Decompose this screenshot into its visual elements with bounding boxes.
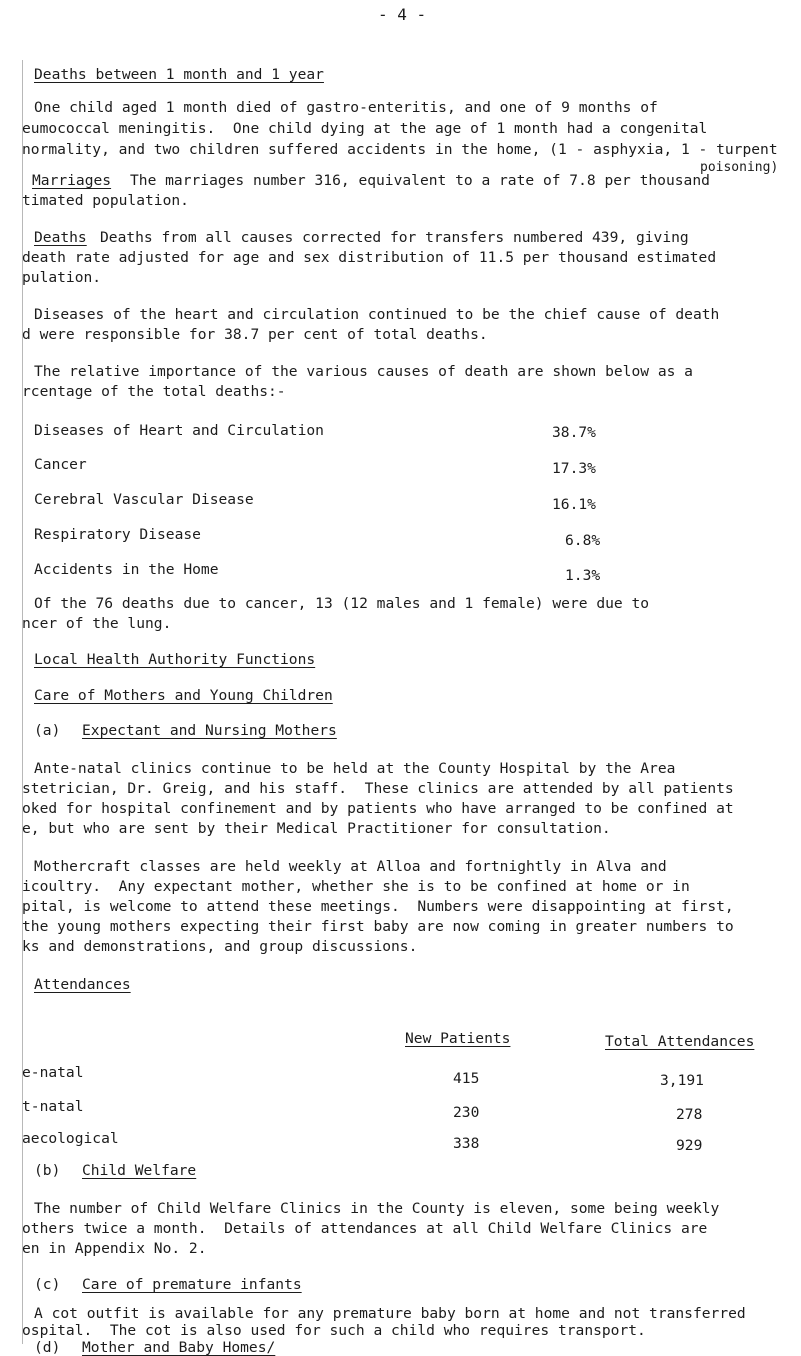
row-label: e-natal — [22, 1064, 84, 1081]
premature-line-2: ospital. The cot is also used for such a child who requires transport. — [22, 1322, 646, 1339]
infant-line-3: normality, and two children suffered accidents in the home, (1 - asphyxia, 1 - turpent — [22, 141, 778, 158]
cause-label: Cerebral Vascular Disease — [34, 491, 254, 508]
infant-line-1: One child aged 1 month died of gastro-enteritis, and one of 9 months of — [34, 99, 658, 116]
cancer-line-2: ncer of the lung. — [22, 615, 172, 632]
marriages-heading: Marriages — [32, 172, 112, 189]
cause-value: 38.7% — [552, 424, 596, 441]
cause-label: Cancer — [34, 456, 87, 473]
row-label: t-natal — [22, 1098, 84, 1115]
deaths-line-2: death rate adjusted for age and sex distribution of 11.5 per thousand estimated — [22, 249, 717, 266]
heart-line-1: Diseases of the heart and circulation continued to be the chief cause of death — [34, 306, 720, 323]
child-welfare-line-2: others twice a month. Details of attendances at all Child Welfare Clinics are — [22, 1220, 708, 1237]
expectant-heading: Expectant and Nursing Mothers — [82, 722, 337, 739]
row-new: 338 — [453, 1135, 480, 1152]
cause-value: 6.8% — [565, 532, 601, 549]
cause-label: Diseases of Heart and Circulation — [34, 422, 324, 439]
premature-line-1: A cot outfit is available for any premature baby born at home and not transferred — [34, 1305, 746, 1322]
child-welfare-line-3: en in Appendix No. 2. — [22, 1240, 207, 1257]
mothercraft-line-5: ks and demonstrations, and group discussions. — [22, 938, 418, 955]
mothercraft-line-2: icoultry. Any expectant mother, whether she is to be confined at home or in — [22, 878, 690, 895]
child-welfare-line-1: The number of Child Welfare Clinics in the County is eleven, some being weekly — [34, 1200, 720, 1217]
antenatal-line-2: stetrician, Dr. Greig, and his staff. These clinics are attended by all patients — [22, 780, 734, 797]
deaths-heading: Deaths — [34, 229, 87, 246]
infant-deaths-heading: Deaths between 1 month and 1 year — [34, 66, 324, 83]
deaths-line-1: Deaths from all causes corrected for transfers numbered 439, giving — [100, 229, 689, 246]
row-new: 415 — [453, 1070, 480, 1087]
cause-value: 1.3% — [565, 567, 601, 584]
mothercraft-line-1: Mothercraft classes are held weekly at Alloa and fortnightly in Alva and — [34, 858, 667, 875]
cause-value: 16.1% — [552, 496, 596, 513]
marriages-line-2: timated population. — [22, 192, 189, 209]
attendances-heading: Attendances — [34, 976, 131, 993]
antenatal-line-3: oked for hospital confinement and by patients who have arranged to be confined at — [22, 800, 734, 817]
child-welfare-heading: Child Welfare — [82, 1162, 197, 1179]
mothercraft-line-4: the young mothers expecting their first baby are now coming in greater numbers to — [22, 918, 734, 935]
row-total: 3,191 — [660, 1072, 704, 1089]
deaths-line-3: pulation. — [22, 269, 102, 286]
cause-value: 17.3% — [552, 460, 596, 477]
lha-heading: Local Health Authority Functions — [34, 651, 316, 668]
care-heading: Care of Mothers and Young Children — [34, 687, 333, 704]
row-total: 929 — [676, 1137, 703, 1154]
row-label: aecological — [22, 1130, 119, 1147]
infant-line-2: eumococcal meningitis. One child dying at the age of 1 month had a congenital — [22, 120, 708, 137]
col-total-attendances-header: Total Attendances — [605, 1033, 755, 1050]
antenatal-line-4: e, but who are sent by their Medical Practitioner for consultation. — [22, 820, 611, 837]
cause-label: Accidents in the Home — [34, 561, 219, 578]
row-new: 230 — [453, 1104, 480, 1121]
marriages-line-1: The marriages number 316, equivalent to a rate of 7.8 per thousand — [130, 172, 710, 189]
section-c-label: (c) — [34, 1276, 61, 1293]
mother-baby-heading: Mother and Baby Homes/ — [82, 1339, 276, 1356]
cancer-line-1: Of the 76 deaths due to cancer, 13 (12 males and 1 female) were due to — [34, 595, 650, 612]
page-number: - 4 - — [378, 5, 427, 24]
relative-line-2: rcentage of the total deaths:- — [22, 383, 286, 400]
row-total: 278 — [676, 1106, 703, 1123]
relative-line-1: The relative importance of the various causes of death are shown below as a — [34, 363, 693, 380]
infant-line-4: poisoning) — [700, 160, 779, 175]
section-d-label: (d) — [34, 1339, 61, 1356]
heart-line-2: d were responsible for 38.7 per cent of total deaths. — [22, 326, 488, 343]
premature-heading: Care of premature infants — [82, 1276, 302, 1293]
antenatal-line-1: Ante-natal clinics continue to be held at the County Hospital by the Area — [34, 760, 676, 777]
section-b-label: (b) — [34, 1162, 61, 1179]
section-a-label: (a) — [34, 722, 61, 739]
mothercraft-line-3: pital, is welcome to attend these meetings. Numbers were disappointing at first, — [22, 898, 734, 915]
col-new-patients-header: New Patients — [405, 1030, 511, 1047]
cause-label: Respiratory Disease — [34, 526, 201, 543]
